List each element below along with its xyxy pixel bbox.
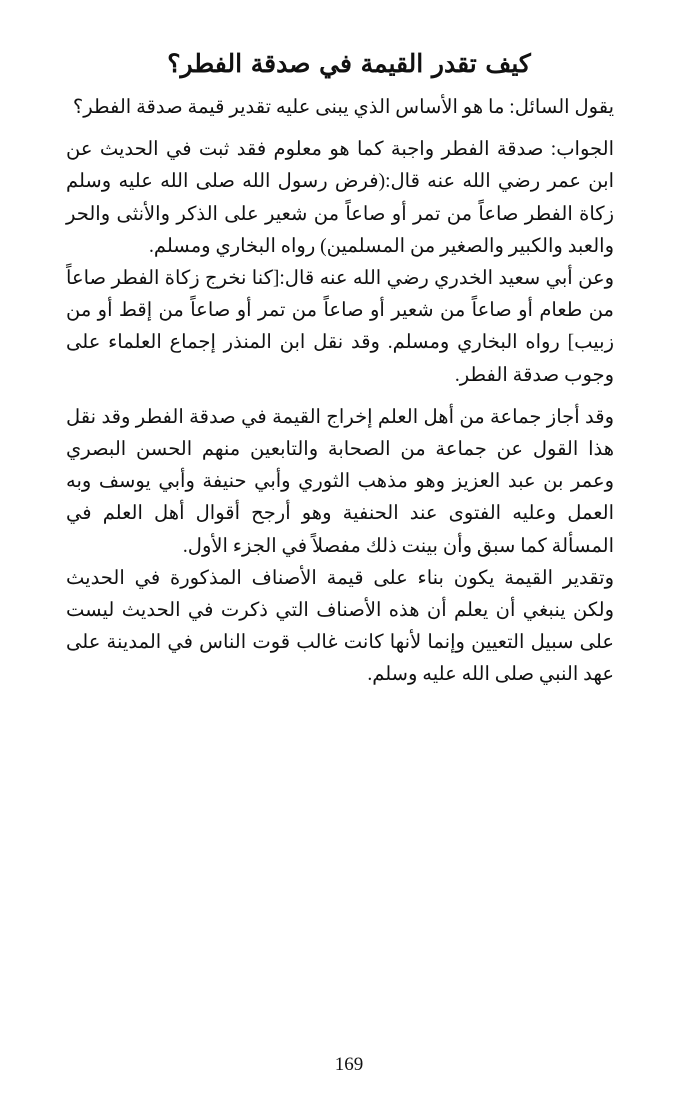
page-title: كيف تقدر القيمة في صدقة الفطر؟	[167, 49, 531, 78]
valuation-paragraph: وتقدير القيمة يكون بناء على قيمة الأصناف المذكورة في الحديث ولكن ينبغي أن يعلم أن هذه الأصناف التي ذكرت في الحديث ليست على سبيل التعيين وإنما لأنها كانت غالب قوت الناس في المدينة على عهد النبي صلى الله عليه وسلم.	[66, 567, 614, 686]
answer-paragraph: الجواب: صدقة الفطر واجبة كما هو معلوم فقد ثبت في الحديث عن ابن عمر رضي الله عنه قال:(فرض رسول الله صلى الله عليه وسلم زكاة الفطر صاعاً من تمر أو صاعاً من شعير على الذكر والأنثى والحر والعبد والكبير والصغير من المسلمين) رواه البخاري ومسلم.	[66, 139, 614, 257]
page-number: 169	[334, 1054, 364, 1075]
hadith-paragraph: وعن أبي سعيد الخدري رضي الله عنه قال:[كنا نخرج زكاة الفطر صاعاً من طعام أو صاعاً من شعير أو صاعاً من تمر أو صاعاً من إقط أو من زبيب] رواه البخاري ومسلم. وقد نقل ابن المنذر إجماع العلماء على وجوب صدقة الفطر.	[66, 268, 614, 386]
opinion-paragraph: وقد أجاز جماعة من أهل العلم إخراج القيمة في صدقة الفطر وقد نقل هذا القول عن جماعة من الصحابة والتابعين منهم الحسن البصري وعمر بن عبد العزيز وهو مذهب الثوري وأبي حنيفة وأبي يوسف وبه العمل وعليه الفتوى عند الحنفية وهو أرجح أقوال أهل العلم في المسألة كما سبق وأن بينت ذلك مفصلاً في الجزء الأول.	[66, 406, 614, 557]
question-paragraph: يقول السائل: ما هو الأساس الذي يبنى عليه تقدير قيمة صدقة الفطر؟	[72, 97, 614, 118]
page-body	[66, 92, 614, 692]
